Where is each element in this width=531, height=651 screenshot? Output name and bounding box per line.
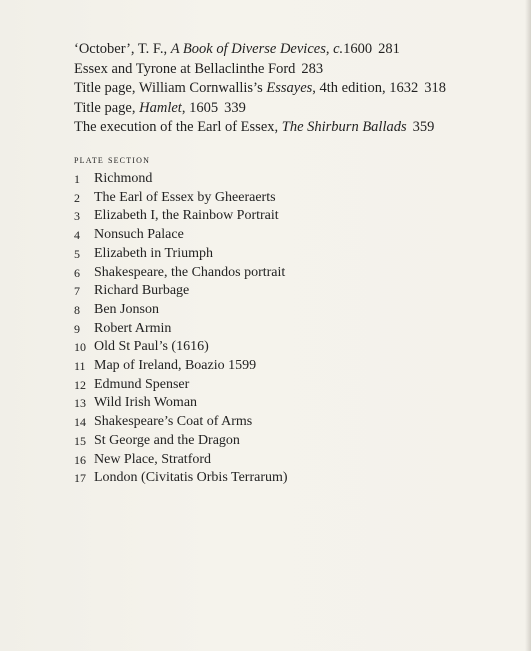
entry-text: Title page, William Cornwallis’s [74,80,267,96]
page-edge-shadow [525,0,531,651]
plate-item [74,357,494,376]
plate-item [74,264,494,283]
plate-title: The Earl of Essex by Gheeraerts [94,189,276,205]
entry-text: Essex and Tyrone at Bellaclinthe Ford [74,60,296,77]
plate-item [74,432,494,451]
plate-item [74,338,494,357]
entry-italic-text: Essayes [266,80,313,96]
plate-item [74,451,494,470]
entry-italic-text: Hamlet [139,99,182,116]
entry-italic-text: A Book of Diverse Devices [170,41,326,57]
plate-number: 5 [74,246,80,261]
plate-title: Wild Irish Woman [94,395,198,411]
entry-text: ‘October’, T. F., [74,41,171,57]
plate-title: New Place, Stratford [94,451,212,467]
plate-number: 3 [74,209,80,224]
entry-page-number: 339 [224,99,246,116]
plate-number: 12 [74,377,86,392]
illustration-entry [74,79,514,99]
plate-item [74,320,494,339]
illustration-entry [74,60,514,80]
plate-title: Map of Ireland, Boazio 1599 [94,358,257,374]
entry-page-number: 359 [412,119,435,135]
entry-italic-text: The Shirburn Ballads [281,119,407,135]
plate-number: 16 [74,452,86,467]
plate-item [74,469,494,488]
entry-text: Title page, [74,99,140,116]
plate-title: Shakespeare, the Chandos portrait [94,264,286,280]
entry-text: , 1605 [181,99,219,116]
plate-title: Edmund Spenser [94,376,190,392]
plate-item [74,245,494,264]
plate-item [74,226,494,245]
entry-page-number: 281 [378,41,400,57]
plate-title: Shakespeare’s Coat of Arms [94,414,253,430]
entry-text: , [325,41,334,57]
plate-number: 13 [74,396,86,411]
plate-item [74,207,494,226]
entry-text: , 4th edition, 1632 [312,80,419,96]
entry-text: The execution of the Earl of Essex, [74,119,282,135]
plate-title: Robert Armin [94,320,172,336]
plate-title: Nonsuch Palace [94,227,184,243]
plate-number: 8 [74,302,80,317]
entry-italic-text: c. [333,41,344,57]
plate-title: London (Civitatis Orbis Terrarum) [94,470,288,486]
plate-title: Richmond [94,171,153,186]
plate-title: St George and the Dragon [94,432,240,448]
plate-item [74,394,494,413]
plate-item [74,282,494,301]
plate-number: 6 [74,265,80,280]
plate-number: 7 [74,284,80,299]
entry-page-number: 318 [424,80,446,96]
entry-text: 1600 [343,41,373,57]
plate-title: Old St Paul’s (1616) [94,339,209,355]
plate-item [74,170,494,189]
plate-number: 17 [74,471,86,486]
plate-item [74,413,494,432]
illustration-entry [74,40,514,60]
plate-title: Elizabeth in Triumph [94,245,213,261]
plate-number: 2 [74,190,80,205]
plate-number: 15 [74,433,86,448]
illustration-list [74,40,514,138]
plate-number: 11 [74,359,86,374]
plate-title: Elizabeth I, the Rainbow Portrait [94,208,279,224]
plate-title: Richard Burbage [94,283,190,299]
illustration-entry [74,99,514,119]
plate-item [74,301,494,320]
plate-number: 1 [74,172,80,186]
plate-list [74,170,494,488]
plate-number: 9 [74,321,80,336]
plate-number: 10 [74,340,86,355]
plate-title: Ben Jonson [94,301,159,317]
plate-item [74,376,494,395]
plate-item [74,189,494,208]
plate-section-heading: plate section [74,154,151,166]
plate-number: 4 [74,228,80,243]
entry-page-number: 283 [301,60,324,77]
illustration-entry [74,118,514,138]
plate-number: 14 [74,415,86,430]
